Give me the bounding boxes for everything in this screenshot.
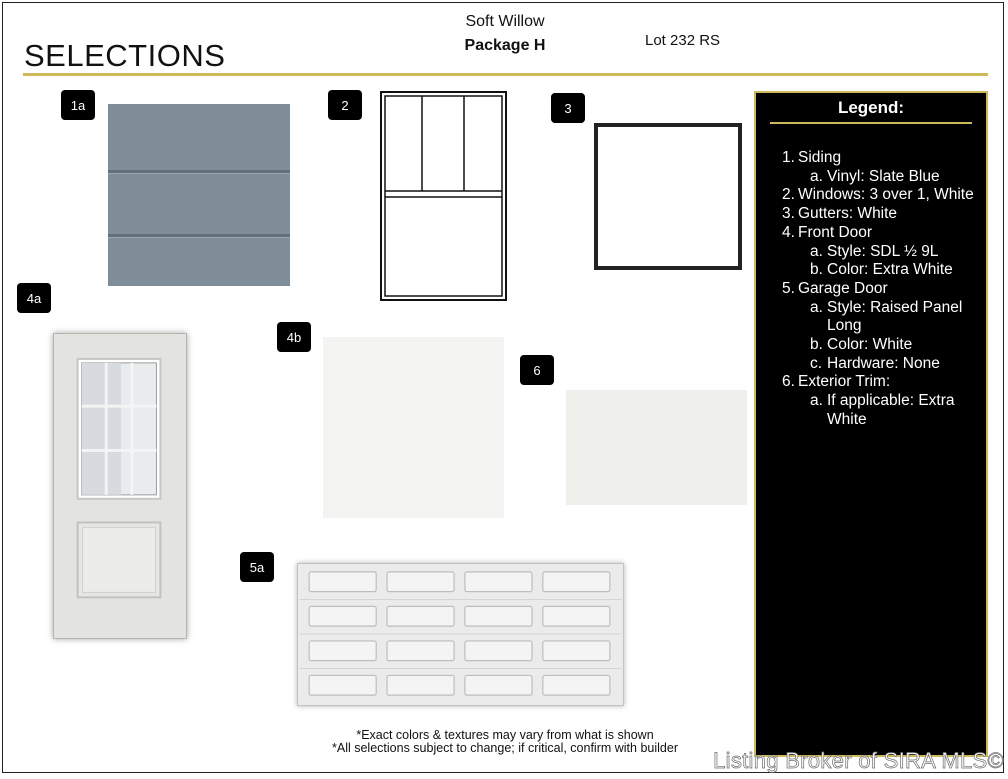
legend-subitem-text: Vinyl: Slate Blue: [827, 167, 940, 185]
tag-gutters: 3: [551, 93, 585, 123]
legend-subitem: [782, 299, 982, 336]
gutter-swatch-image: [594, 123, 742, 270]
legend-item-text: Gutters: White: [798, 205, 898, 223]
legend-item-number: 3.: [782, 205, 795, 223]
legend-item-text: Siding: [798, 149, 842, 166]
legend-subitem-letter: a.: [810, 392, 823, 410]
legend-item: [782, 224, 982, 243]
legend-subitem-letter: a.: [810, 167, 823, 185]
garage-door-image: [297, 563, 624, 706]
legend-subitem-text: Style: SDL ½ 9L: [827, 242, 939, 260]
legend-item: [782, 149, 982, 168]
legend-item: [782, 205, 982, 224]
siding-lap-line: [108, 170, 290, 174]
mls-watermark: Listing Broker of SIRA MLS©: [713, 748, 1004, 773]
tag-siding: 1a: [61, 90, 95, 120]
legend-item-text: Windows: 3 over 1, White: [798, 186, 974, 204]
legend-subitem-letter: c.: [810, 354, 823, 372]
legend-subitem-text: Hardware: None: [827, 354, 940, 372]
tag-exterior-trim: 6: [520, 355, 554, 385]
legend-subitem: [782, 392, 982, 429]
legend-subitem-letter: a.: [810, 242, 823, 260]
legend-item-text: Exterior Trim:: [798, 373, 891, 391]
legend-item-text: Front Door: [798, 223, 873, 241]
legend-subitem: [782, 336, 982, 355]
legend-subitem-letter: b.: [810, 261, 823, 279]
exterior-trim-swatch: [566, 390, 747, 505]
legend-panel: [754, 91, 988, 757]
extra-white-door-swatch: [323, 337, 504, 518]
legend-item: [782, 186, 982, 205]
tag-door-color: 4b: [277, 322, 311, 352]
header-divider: [23, 73, 988, 76]
page-title: SELECTIONS: [24, 38, 226, 73]
legend-item-number: 4.: [782, 223, 795, 241]
legend-divider: [770, 122, 972, 124]
legend-item-number: 6.: [782, 373, 795, 391]
legend-item-text: Garage Door: [798, 279, 888, 297]
front-door-image: [53, 333, 187, 639]
disclaimer-changes: *All selections subject to change; if critical, confirm with builder: [332, 741, 678, 755]
legend-item-number: 1.: [782, 149, 795, 166]
legend-item: [782, 373, 982, 392]
tag-garage-door: 5a: [240, 552, 274, 582]
package-name: Package H: [464, 37, 546, 54]
legend-subitem-text: Color: White: [827, 336, 913, 354]
legend-subitem-text: Color: Extra White: [827, 261, 953, 279]
legend-subitem-letter: a.: [810, 298, 823, 316]
legend-subitem: [782, 355, 982, 374]
tag-front-door: 4a: [17, 283, 51, 313]
siding-lap-line: [108, 234, 290, 238]
tag-windows: 2: [328, 90, 362, 120]
lot-number: Lot 232 RS: [645, 32, 721, 49]
window-3-over-1-image: [380, 91, 507, 301]
legend-list: [782, 149, 982, 430]
legend-item-number: 5.: [782, 279, 795, 297]
legend-item-number: 2.: [782, 186, 795, 204]
legend-subitem: [782, 243, 982, 262]
siding-swatch-image: [108, 104, 290, 286]
legend-subitem: [782, 168, 982, 187]
legend-subitem-text: Style: Raised Panel Long: [827, 298, 963, 335]
legend-item: [782, 280, 982, 299]
plan-name: Soft Willow: [465, 13, 545, 30]
disclaimer-colors: *Exact colors & textures may vary from what is shown: [356, 728, 654, 742]
legend-title: Legend:: [837, 98, 905, 117]
legend-subitem-text: If applicable: Extra White: [827, 392, 955, 428]
legend-subitem-letter: b.: [810, 336, 823, 354]
legend-subitem: [782, 261, 982, 280]
